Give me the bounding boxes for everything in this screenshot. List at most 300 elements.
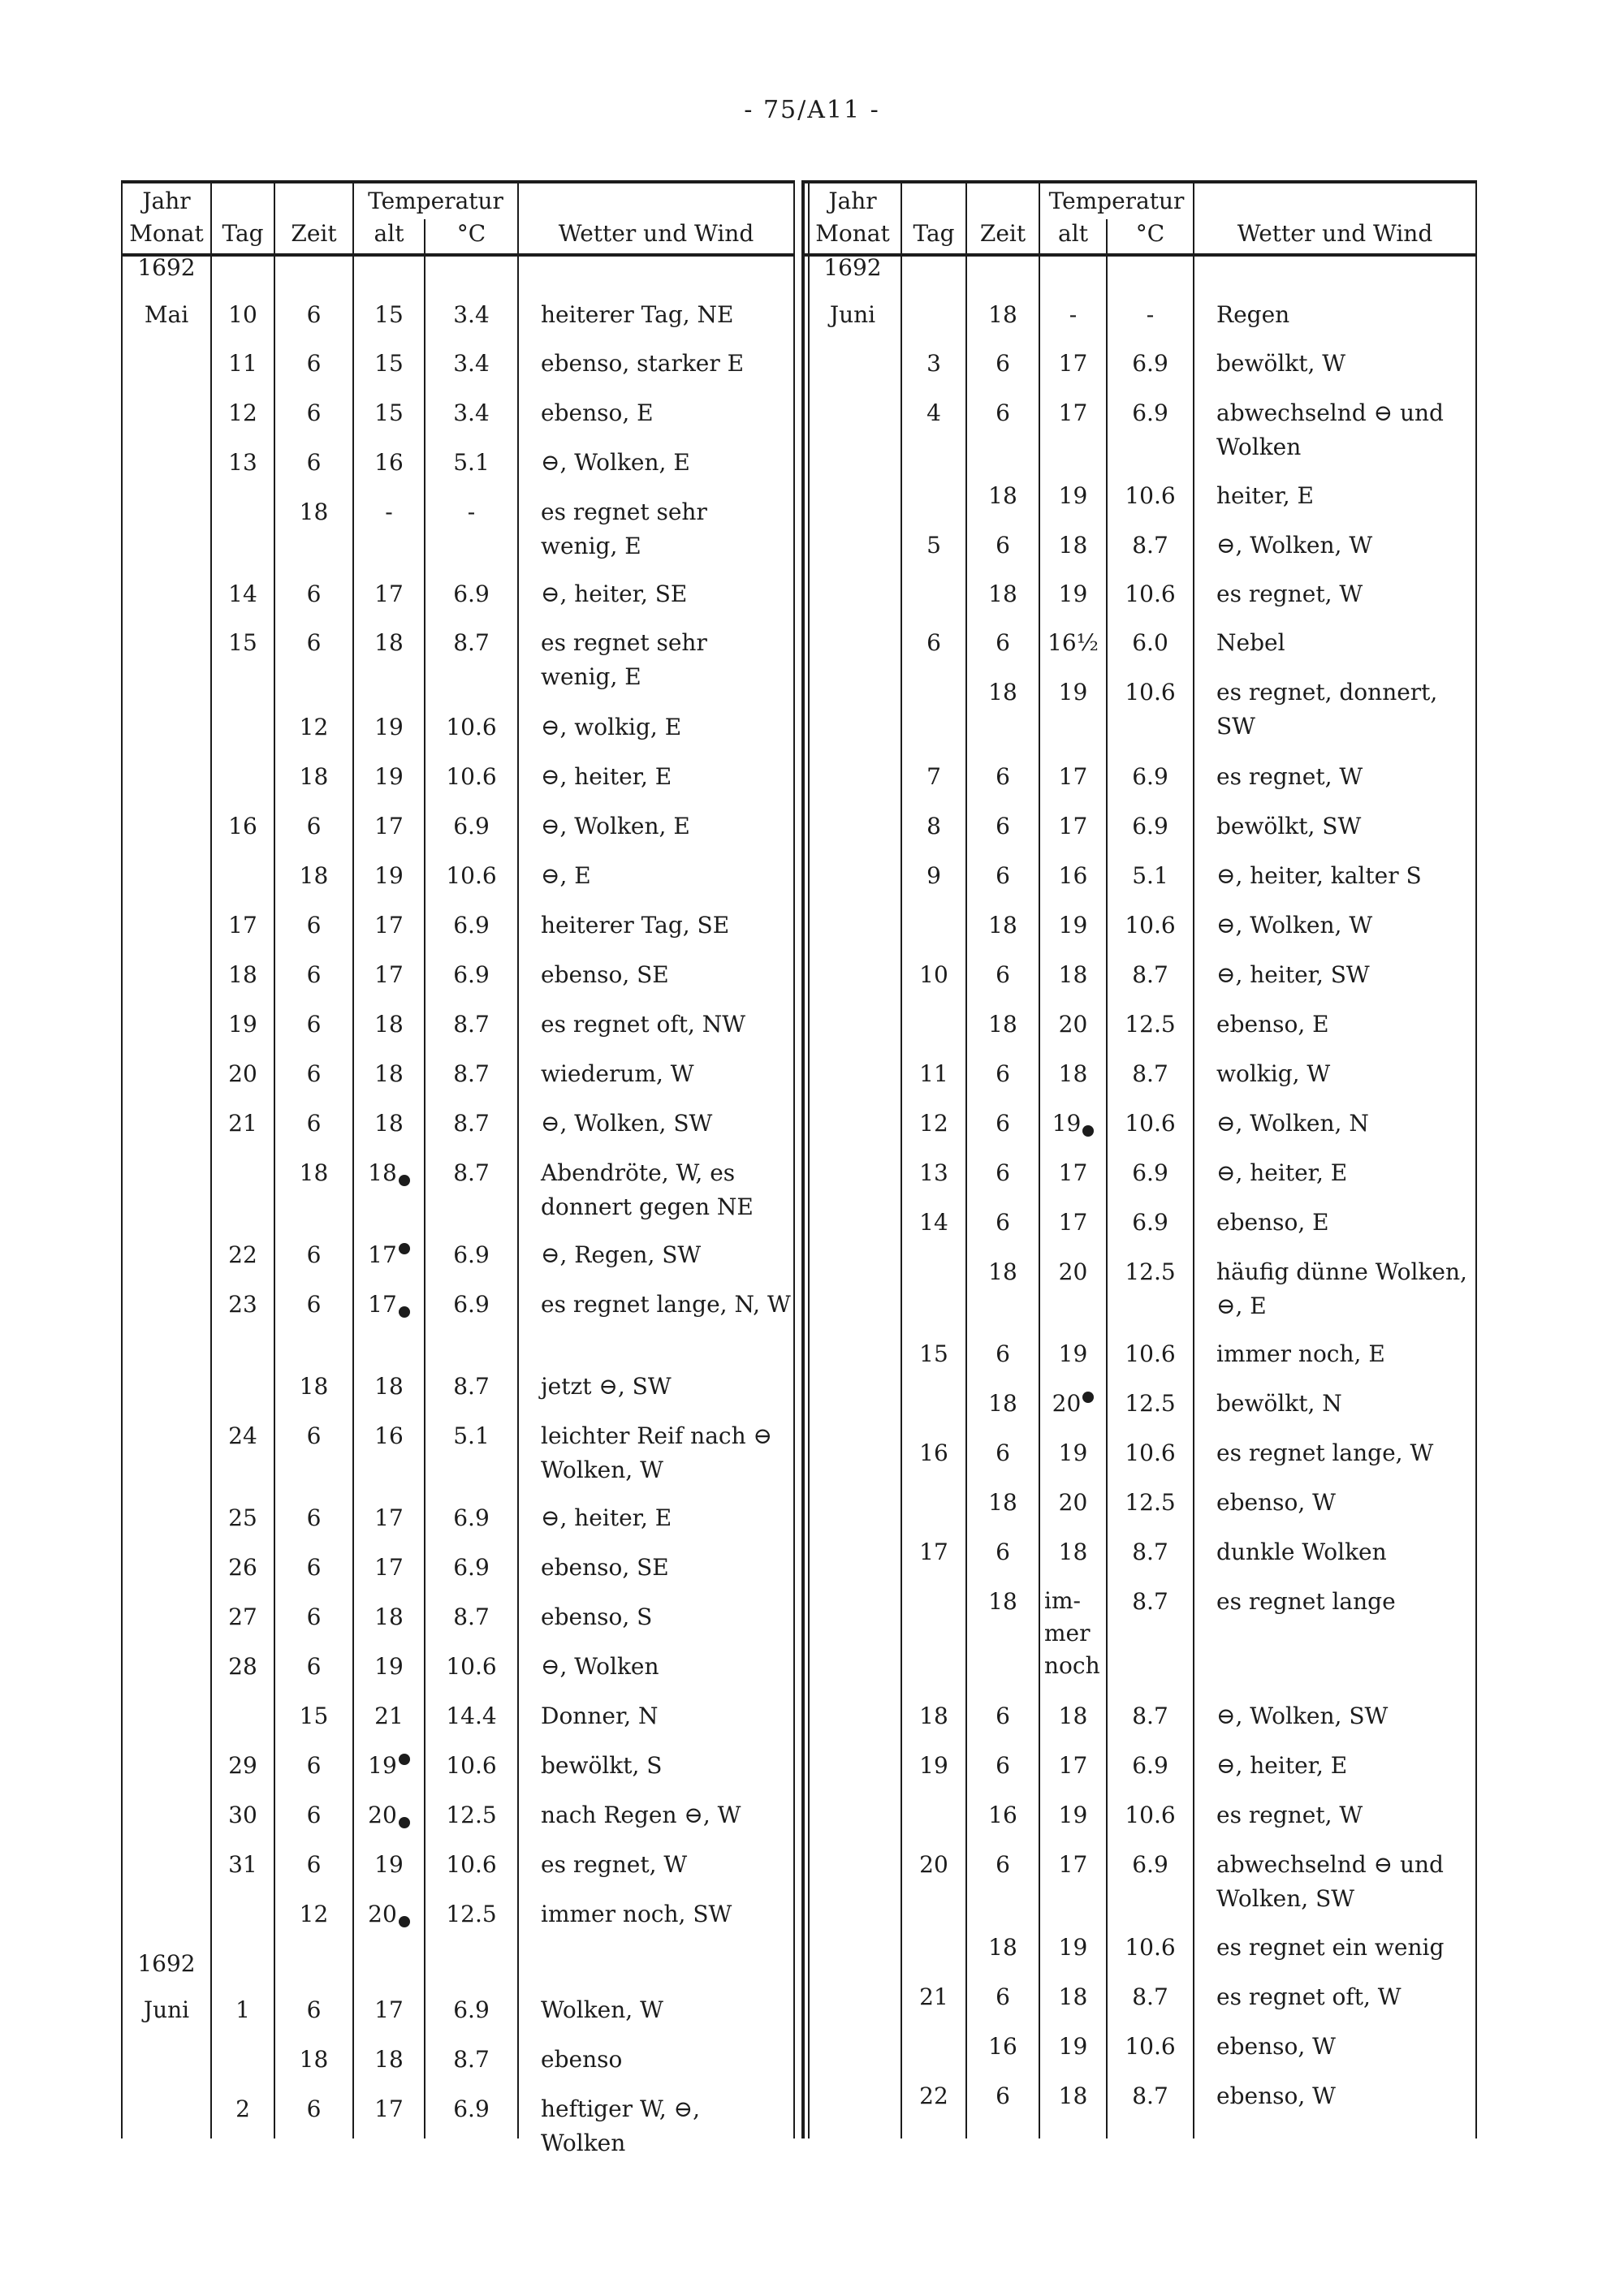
time-cell: 6	[306, 399, 322, 426]
celsius-cell: 6.9	[1132, 1159, 1168, 1186]
weather-cell: Nebel	[1216, 629, 1285, 656]
header-bottom-rule	[122, 253, 794, 257]
celsius-cell: 6.9	[453, 813, 490, 839]
day-cell: 6	[926, 629, 941, 656]
old-temp-cell: 16	[1058, 862, 1088, 889]
time-cell: 18	[299, 2046, 329, 2073]
old-temp-cell: 18	[353, 1156, 425, 1190]
weather-cell: ⊖, heiter, E	[1216, 1159, 1348, 1186]
celsius-cell: 10.6	[1125, 1439, 1176, 1466]
time-cell: 6	[996, 1110, 1010, 1137]
old-temp-cell: 19	[1058, 580, 1088, 607]
header-bottom-rule	[804, 253, 1476, 257]
celsius-cell: 6.9	[453, 961, 490, 988]
day-cell: 22	[228, 1241, 257, 1268]
old-temp-cell: 17	[1058, 813, 1088, 839]
time-cell: 6	[996, 1539, 1010, 1565]
celsius-cell: 6.9	[453, 2095, 490, 2122]
weather-cell: heiterer Tag, NE	[541, 301, 734, 328]
celsius-cell: 10.6	[446, 1851, 497, 1878]
celsius-cell: 10.6	[446, 862, 497, 889]
header-zeit: Zeit	[979, 220, 1026, 247]
celsius-cell: 8.7	[1132, 2082, 1168, 2109]
celsius-cell: 5.1	[1132, 862, 1168, 889]
time-cell: 18	[299, 763, 329, 790]
old-temp-cell: 19	[1058, 482, 1088, 509]
celsius-cell: 8.7	[453, 1159, 490, 1186]
day-cell: 20	[228, 1060, 257, 1087]
dot-marker	[399, 1306, 410, 1318]
header-monat: Monat	[129, 220, 204, 247]
celsius-cell: 8.7	[1132, 1060, 1168, 1087]
left-table	[122, 180, 794, 2156]
old-temp-cell: 17	[374, 1996, 404, 2023]
celsius-cell: 8.7	[453, 1110, 490, 1137]
time-cell: 6	[306, 2095, 322, 2122]
old-temp-cell: 20	[353, 1897, 425, 1931]
old-temp-cell: 17	[374, 961, 404, 988]
celsius-cell: 8.7	[1132, 961, 1168, 988]
weather-cell: abwechselnd ⊖ und Wolken, SW	[1216, 1851, 1444, 1912]
weather-cell: bewölkt, SW	[1216, 813, 1362, 839]
old-temp-cell: 20	[1058, 1489, 1088, 1516]
header-wetter: Wetter und Wind	[1237, 220, 1433, 247]
celsius-cell: 3.4	[453, 350, 490, 377]
celsius-cell: 12.5	[1125, 1258, 1176, 1285]
old-temp-cell: 17	[1058, 763, 1088, 790]
time-cell: 15	[299, 1703, 329, 1729]
weather-cell: ⊖, Wolken, N	[1216, 1110, 1369, 1137]
weather-cell: ebenso, E	[1216, 1209, 1329, 1236]
time-cell: 6	[996, 961, 1010, 988]
old-temp-cell: 19	[374, 714, 404, 740]
year-label: 1692	[823, 254, 882, 281]
time-cell: 6	[306, 961, 322, 988]
time-cell: 16	[988, 2033, 1017, 2060]
celsius-cell: 10.6	[1125, 482, 1176, 509]
old-temp-cell: 17	[1058, 1752, 1088, 1779]
time-cell: 18	[988, 912, 1017, 939]
weather-cell: ⊖, heiter, kalter S	[1216, 862, 1422, 889]
old-temp-cell: 17	[1058, 1209, 1088, 1236]
header-tag: Tag	[222, 220, 264, 247]
time-cell: 6	[996, 629, 1010, 656]
weather-cell: ⊖, Wolken, SW	[541, 1110, 713, 1137]
celsius-cell: 6.9	[1132, 763, 1168, 790]
weather-cell: ⊖, heiter, E	[541, 763, 672, 790]
weather-cell: ⊖, heiter, E	[541, 1504, 672, 1531]
day-cell: 16	[228, 813, 257, 839]
celsius-cell: 3.4	[453, 399, 490, 426]
weather-cell: ⊖, Wolken, E	[541, 449, 690, 476]
day-cell: 26	[228, 1554, 257, 1581]
time-cell: 6	[306, 1851, 322, 1878]
dot-marker	[399, 1243, 410, 1254]
celsius-cell: 6.9	[453, 1504, 490, 1531]
weather-cell: es regnet oft, W	[1216, 1983, 1402, 2010]
header-temperatur: Temperatur	[368, 188, 503, 214]
celsius-cell: 10.6	[1125, 580, 1176, 607]
celsius-cell: 5.1	[453, 449, 490, 476]
old-temp-cell: im-mer noch	[1044, 1587, 1100, 1679]
weather-cell: nach Regen ⊖, W	[541, 1802, 741, 1828]
dot-marker	[399, 1175, 410, 1186]
old-temp-cell: 19	[374, 862, 404, 889]
old-temp-cell: 17	[353, 1238, 425, 1272]
day-cell: 28	[228, 1653, 257, 1680]
old-temp-cell: 18	[374, 629, 404, 656]
time-cell: 6	[306, 912, 322, 939]
day-cell: 21	[228, 1110, 257, 1137]
table-top-rule	[122, 180, 794, 183]
table-top-rule	[804, 180, 1476, 183]
time-cell: 6	[306, 301, 322, 328]
header-jahr: Jahr	[828, 188, 877, 214]
old-temp-cell: 18	[1058, 1983, 1088, 2010]
old-temp-cell: 18	[374, 1011, 404, 1038]
celsius-cell: 10.6	[1125, 1340, 1176, 1367]
celsius-cell: 6.9	[453, 1291, 490, 1318]
weather-cell: ⊖, Regen, SW	[541, 1241, 702, 1268]
celsius-cell: 8.7	[453, 1060, 490, 1087]
time-cell: 6	[306, 1011, 322, 1038]
celsius-cell: 8.7	[1132, 1539, 1168, 1565]
time-cell: 6	[996, 1983, 1010, 2010]
celsius-cell: 6.9	[453, 1241, 490, 1268]
old-temp-cell: 19	[1058, 1439, 1088, 1466]
old-temp-cell: 20	[353, 1798, 425, 1832]
celsius-cell: 3.4	[453, 301, 490, 328]
day-cell: 18	[919, 1703, 948, 1729]
time-cell: 6	[306, 1802, 322, 1828]
weather-cell: bewölkt, W	[1216, 350, 1346, 377]
month-label: Mai	[144, 301, 189, 328]
old-temp-cell: 17	[1058, 399, 1088, 426]
day-cell: 19	[228, 1011, 257, 1038]
old-temp-cell: 18	[1058, 2082, 1088, 2109]
celsius-cell: 8.7	[453, 629, 490, 656]
weather-cell: wolkig, W	[1216, 1060, 1331, 1087]
old-temp-cell: 19	[1058, 2033, 1088, 2060]
old-temp-cell: 18	[374, 1110, 404, 1137]
old-temp-cell: 18	[1058, 1539, 1088, 1565]
time-cell: 6	[306, 1653, 322, 1680]
time-cell: 6	[306, 1241, 322, 1268]
day-cell: 17	[228, 912, 257, 939]
weather-cell: ⊖, E	[541, 862, 591, 889]
day-cell: 16	[919, 1439, 948, 1466]
weather-cell: ebenso, SE	[541, 961, 669, 988]
time-cell: 18	[299, 498, 329, 525]
old-temp-cell: 19	[1058, 679, 1088, 706]
celsius-cell: 10.6	[446, 714, 497, 740]
weather-cell: ⊖, heiter, SE	[541, 580, 688, 607]
day-cell: 2	[235, 2095, 250, 2122]
old-temp-cell: 17	[1058, 1159, 1088, 1186]
celsius-cell: 6.9	[1132, 350, 1168, 377]
celsius-cell: 12.5	[446, 1901, 497, 1927]
time-cell: 12	[299, 714, 329, 740]
old-temp-cell: 18	[374, 1603, 404, 1630]
day-cell: 25	[228, 1504, 257, 1531]
dot-marker	[399, 1817, 410, 1828]
weather-cell: ebenso, W	[1216, 2033, 1336, 2060]
weather-cell: häufig dünne Wolken, ⊖, E	[1216, 1258, 1467, 1319]
day-cell: 1	[235, 1996, 250, 2023]
weather-cell: Wolken, W	[541, 1996, 663, 2023]
old-temp-cell: 17	[1058, 350, 1088, 377]
time-cell: 6	[996, 813, 1010, 839]
celsius-cell: 10.6	[1125, 1110, 1176, 1137]
day-cell: 29	[228, 1752, 257, 1779]
weather-cell: es regnet ein wenig	[1216, 1934, 1445, 1961]
old-temp-cell: 19	[374, 1653, 404, 1680]
weather-cell: es regnet, donnert, SW	[1216, 679, 1438, 740]
weather-cell: es regnet lange, N, W	[541, 1291, 791, 1318]
celsius-cell: 6.9	[1132, 1851, 1168, 1878]
weather-cell: bewölkt, N	[1216, 1390, 1342, 1417]
celsius-cell: 10.6	[1125, 1802, 1176, 1828]
header-zeit: Zeit	[291, 220, 337, 247]
weather-cell: ⊖, heiter, E	[1216, 1752, 1348, 1779]
day-cell: 4	[926, 399, 941, 426]
time-cell: 18	[988, 580, 1017, 607]
time-cell: 6	[306, 1752, 322, 1779]
celsius-cell: 6.9	[453, 1554, 490, 1581]
weather-cell: Abendröte, W, es donnert gegen NE	[541, 1159, 754, 1220]
weather-cell: wiederum, W	[541, 1060, 694, 1087]
column-rule	[803, 180, 805, 2138]
day-cell: 14	[228, 580, 257, 607]
weather-cell: abwechselnd ⊖ und Wolken	[1216, 399, 1444, 460]
weather-cell: ebenso, W	[1216, 2082, 1336, 2109]
time-cell: 6	[996, 1439, 1010, 1466]
weather-cell: Regen	[1216, 301, 1290, 328]
header-tag: Tag	[913, 220, 955, 247]
weather-cell: ebenso, starker E	[541, 350, 745, 377]
weather-cell: ⊖, Wolken, W	[1216, 532, 1373, 559]
day-cell: 12	[919, 1110, 948, 1137]
weather-cell: es regnet sehr wenig, E	[541, 498, 707, 559]
time-cell: 6	[306, 580, 322, 607]
time-cell: 6	[996, 399, 1010, 426]
day-cell: 13	[228, 449, 257, 476]
weather-cell: ebenso, E	[541, 399, 654, 426]
day-cell: 15	[919, 1340, 948, 1367]
celsius-cell: 10.6	[1125, 679, 1176, 706]
celsius-cell: 12.5	[1125, 1390, 1176, 1417]
time-cell: 18	[299, 1159, 329, 1186]
old-temp-cell: 18	[374, 2046, 404, 2073]
time-cell: 6	[306, 629, 322, 656]
old-temp-cell: 18	[1058, 1060, 1088, 1087]
time-cell: 18	[988, 1011, 1017, 1038]
old-temp-cell: 18	[1058, 532, 1088, 559]
old-temp-cell: 15	[374, 399, 404, 426]
old-temp-cell: 17	[374, 2095, 404, 2122]
time-cell: 18	[988, 482, 1017, 509]
celsius-cell: -	[1146, 301, 1155, 328]
weather-cell: ebenso	[541, 2046, 623, 2073]
day-cell: 20	[919, 1851, 948, 1878]
dot-marker	[399, 1754, 410, 1765]
weather-cell: ⊖, Wolken, SW	[1216, 1703, 1389, 1729]
weather-cell: heiterer Tag, SE	[541, 912, 730, 939]
celsius-cell: -	[467, 498, 476, 525]
day-cell: 13	[919, 1159, 948, 1186]
old-temp-cell: 21	[374, 1703, 404, 1729]
weather-cell: ⊖, wolkig, E	[541, 714, 682, 740]
old-temp-cell: 20	[1058, 1011, 1088, 1038]
old-temp-cell: 18	[374, 1373, 404, 1400]
time-cell: 6	[996, 862, 1010, 889]
old-temp-cell: 15	[374, 350, 404, 377]
weather-cell: leichter Reif nach ⊖ Wolken, W	[541, 1422, 772, 1483]
header-temperatur: Temperatur	[1048, 188, 1185, 214]
celsius-cell: 8.7	[1132, 1703, 1168, 1729]
time-cell: 6	[996, 1851, 1010, 1878]
celsius-cell: 8.7	[453, 1603, 490, 1630]
old-temp-cell: 17	[374, 580, 404, 607]
old-temp-cell: 19	[1058, 912, 1088, 939]
header-wetter: Wetter und Wind	[558, 220, 754, 247]
time-cell: 6	[996, 1703, 1010, 1729]
day-cell: 27	[228, 1603, 257, 1630]
time-cell: 6	[996, 2082, 1010, 2109]
weather-cell: ebenso, S	[541, 1603, 653, 1630]
time-cell: 6	[306, 1603, 322, 1630]
day-cell: 12	[228, 399, 257, 426]
time-cell: 12	[299, 1901, 329, 1927]
celsius-cell: 8.7	[453, 1011, 490, 1038]
time-cell: 6	[306, 1554, 322, 1581]
time-cell: 6	[996, 532, 1010, 559]
day-cell: 10	[228, 301, 257, 328]
time-cell: 6	[996, 350, 1010, 377]
celsius-cell: 8.7	[453, 2046, 490, 2073]
day-cell: 5	[926, 532, 941, 559]
time-cell: 6	[306, 1060, 322, 1087]
time-cell: 18	[299, 862, 329, 889]
old-temp-cell: 17	[374, 1504, 404, 1531]
time-cell: 6	[996, 763, 1010, 790]
weather-cell: es regnet oft, NW	[541, 1011, 746, 1038]
day-cell: 17	[919, 1539, 948, 1565]
time-cell: 18	[299, 1373, 329, 1400]
time-cell: 18	[988, 679, 1017, 706]
dot-marker	[1082, 1392, 1094, 1403]
old-temp-cell: 17	[374, 813, 404, 839]
time-cell: 6	[306, 1996, 322, 2023]
dot-marker	[399, 1916, 410, 1927]
old-temp-cell: 19	[1058, 1802, 1088, 1828]
celsius-cell: 6.9	[1132, 1209, 1168, 1236]
old-temp-cell: 19	[1039, 1107, 1107, 1141]
day-cell: 14	[919, 1209, 948, 1236]
time-cell: 6	[306, 449, 322, 476]
weather-cell: bewölkt, S	[541, 1752, 663, 1779]
celsius-cell: 6.0	[1132, 629, 1168, 656]
page-number: - 75/A11 -	[744, 96, 880, 124]
time-cell: 18	[988, 1934, 1017, 1961]
old-temp-cell: 17	[374, 1554, 404, 1581]
weather-cell: es regnet, W	[541, 1851, 688, 1878]
old-temp-cell: 19	[374, 763, 404, 790]
old-temp-cell: -	[1069, 301, 1078, 328]
old-temp-cell: 19	[374, 1851, 404, 1878]
celsius-cell: 6.9	[453, 580, 490, 607]
celsius-cell: 6.9	[453, 1996, 490, 2023]
header-celsius: °C	[456, 220, 486, 247]
old-temp-cell: 15	[374, 301, 404, 328]
celsius-cell: 10.6	[1125, 1934, 1176, 1961]
day-cell: 21	[919, 1983, 948, 2010]
time-cell: 16	[988, 1802, 1017, 1828]
weather-cell: es regnet, W	[1216, 763, 1363, 790]
weather-cell: es regnet, W	[1216, 580, 1363, 607]
celsius-cell: 5.1	[453, 1422, 490, 1449]
celsius-cell: 6.9	[1132, 399, 1168, 426]
header-monat: Monat	[815, 220, 890, 247]
year-label: 1692	[137, 254, 196, 281]
time-cell: 18	[988, 1390, 1017, 1417]
celsius-cell: 10.6	[1125, 2033, 1176, 2060]
time-cell: 6	[306, 1504, 322, 1531]
weather-cell: ebenso, W	[1216, 1489, 1336, 1516]
celsius-cell: 10.6	[446, 1653, 497, 1680]
weather-cell: jetzt ⊖, SW	[541, 1373, 672, 1400]
old-temp-cell: 16½	[1047, 629, 1099, 656]
celsius-cell: 8.7	[1132, 1588, 1168, 1615]
old-temp-cell: 17	[353, 1288, 425, 1322]
weather-cell: ⊖, Wolken	[541, 1653, 659, 1680]
old-temp-cell: 19	[353, 1749, 425, 1783]
time-cell: 18	[988, 1588, 1017, 1615]
year-label: 1692	[137, 1950, 196, 1977]
day-cell: 10	[919, 961, 948, 988]
celsius-cell: 6.9	[453, 912, 490, 939]
weather-cell: heftiger W, ⊖, Wolken	[541, 2095, 700, 2156]
celsius-cell: 10.6	[446, 1752, 497, 1779]
month-label: Juni	[829, 301, 876, 328]
day-cell: 3	[926, 350, 941, 377]
header-alt: alt	[374, 220, 404, 247]
celsius-cell: 6.9	[1132, 813, 1168, 839]
column-rule	[793, 180, 795, 2138]
weather-cell: ⊖, heiter, SW	[1216, 961, 1370, 988]
column-rule	[1475, 180, 1477, 2138]
day-cell: 24	[228, 1422, 257, 1449]
month-label: Juni	[143, 1996, 190, 2023]
old-temp-cell: 18	[1058, 961, 1088, 988]
celsius-cell: 14.4	[446, 1703, 497, 1729]
old-temp-cell: 18	[1058, 1703, 1088, 1729]
day-cell: 9	[926, 862, 941, 889]
celsius-cell: 10.6	[446, 763, 497, 790]
celsius-cell: 8.7	[1132, 1983, 1168, 2010]
old-temp-cell: 17	[1058, 1851, 1088, 1878]
day-cell: 8	[926, 813, 941, 839]
time-cell: 6	[306, 1291, 322, 1318]
day-cell: 15	[228, 629, 257, 656]
celsius-cell: 6.9	[1132, 1752, 1168, 1779]
day-cell: 11	[228, 350, 257, 377]
weather-cell: es regnet lange, W	[1216, 1439, 1434, 1466]
celsius-cell: 8.7	[453, 1373, 490, 1400]
time-cell: 18	[988, 1489, 1017, 1516]
header-jahr: Jahr	[142, 188, 191, 214]
old-temp-cell: 20	[1058, 1258, 1088, 1285]
